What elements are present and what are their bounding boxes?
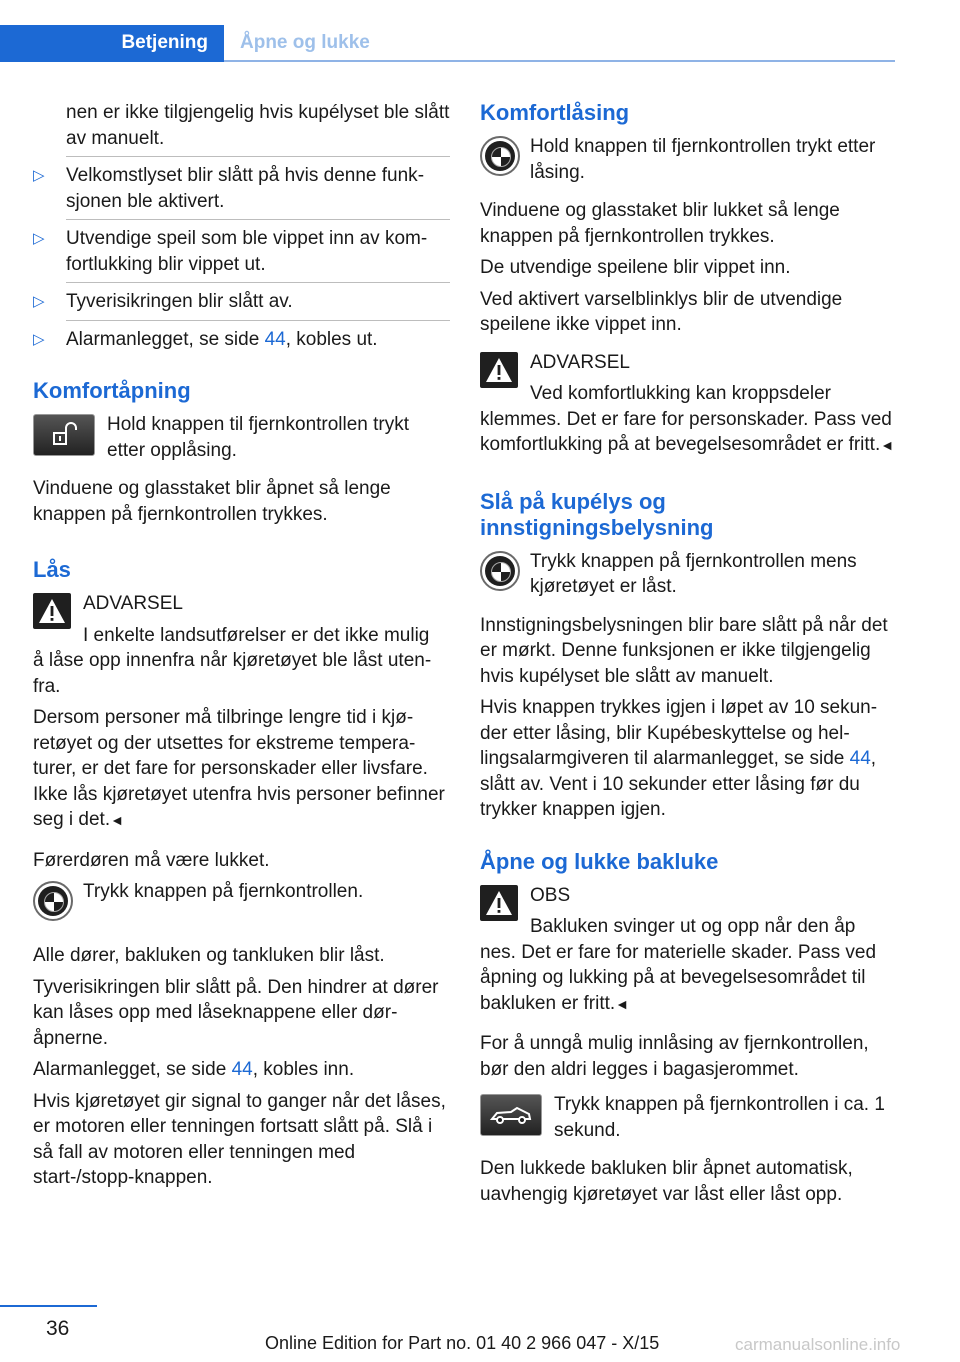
paragraph: Den lukkede bakluken blir åpnet automatisk, uavhengig kjøretøyet var låst eller låst opp.: [480, 1158, 853, 1205]
page-link[interactable]: 44: [231, 1059, 253, 1080]
tailgate-instruction: [480, 1092, 898, 1146]
warning-icon: [33, 593, 71, 629]
paragraph: Førerdøren må være lukket.: [33, 849, 270, 871]
caution-text: Bakluken svinger ut og opp når den åp: [530, 916, 856, 937]
divider: [66, 219, 450, 220]
paragraph: Vinduene og glasstaket blir åpnet så lenge knappen på fjernkontrollen trykkes.: [33, 478, 391, 525]
lock-hold-instruction: [480, 134, 898, 188]
page-number: 36: [46, 1317, 70, 1340]
warning-block: [33, 591, 450, 834]
warning-text: Ved komfortlukking kan kroppsdeler: [530, 383, 831, 404]
paragraph: For å unngå mulig innlåsing av fjernkontrollen, bør den aldri legges i bagasjerommet.: [480, 1033, 869, 1080]
bullet-continuation: [33, 100, 450, 151]
caution-text-cont: nes. Det er fare for materielle skader. Pass ved åpning og lukking på at bevegelsesområdet til bakluken er fritt.◄: [480, 941, 877, 1014]
left-column: [33, 100, 450, 1197]
interior-light-instruction-text: Trykk knappen på fjernkontrollen mens kjøretøyet er låst.: [530, 550, 857, 597]
end-mark: ◄: [615, 995, 630, 1012]
warning-text-cont: klemmes. Det er fare for personskader. Pass ved komfortlukking på at bevegelsesområdet er fritt.◄: [480, 408, 895, 455]
page-header: [0, 25, 895, 62]
unlock-instruction: [33, 412, 450, 466]
triangle-bullet-icon: ▷: [33, 293, 45, 310]
tailgate-button-icon: [480, 1094, 542, 1136]
divider: [66, 156, 450, 157]
heading-kupelys: Slå på kupélys og innstigningsbelysning: [480, 488, 714, 540]
paragraph: Vinduene og glasstaket blir lukket så lenge knappen på fjernkontrollen trykkes.: [480, 200, 840, 247]
end-mark: ◄: [110, 812, 124, 828]
paragraph: De utvendige speilene blir vippet inn.: [480, 257, 791, 278]
caution-label: OBS: [530, 884, 571, 906]
paragraph: Alarmanlegget, se side 44, kobles inn.: [33, 1059, 355, 1080]
interior-light-instruction: [480, 549, 898, 603]
lock-instruction-text: Trykk knappen på fjernkontrollen.: [83, 881, 364, 902]
paragraph: Hvis knappen trykkes igjen i løpet av 10 sekunder etter låsing, blir Kupébeskyttelse og hellingsalarmgiveren til alarmanlegget, se side 44, slått av. Vent i 10 sekunder etter låsing før du trykker knappen igjen.: [480, 697, 878, 820]
caution-block: [480, 883, 898, 1018]
triangle-bullet-icon: ▷: [33, 167, 45, 184]
warning-label: ADVARSEL: [83, 593, 183, 614]
bullet-item: [33, 327, 450, 353]
heading-komfortapning: Komfortåpning: [33, 378, 191, 403]
paragraph: Ved aktivert varselblinklys blir de utvendige speilene ikke vippet inn.: [480, 288, 843, 335]
right-column: [480, 100, 898, 1213]
warning-label: ADVARSEL: [530, 351, 630, 373]
page-link[interactable]: 44: [849, 748, 871, 769]
heading-bakluke: Åpne og lukke bakluke: [480, 848, 719, 874]
paragraph: Tyverisikringen blir slått på. Den hindrer at dører kan låses opp med låseknappene eller døråpnerne.: [33, 976, 439, 1049]
caution-icon: [480, 885, 518, 921]
unlock-button-icon: [33, 414, 95, 456]
bullet-text-pre: Alarmanlegget, se side: [66, 328, 265, 350]
edition-text: Online Edition for Part no. 01 40 2 966 047 - X/15: [265, 1333, 660, 1353]
page-link[interactable]: 44: [264, 328, 286, 350]
bmw-key-button-icon: [480, 136, 520, 176]
footer-rule: [0, 1305, 97, 1307]
warning-block: [480, 350, 898, 459]
lock-hold-instruction-text: Hold knappen til fjernkontrollen trykt etter låsing.: [530, 136, 876, 183]
unlock-instruction-text: Hold knappen til fjernkontrollen trykt etter opplåsing.: [107, 414, 410, 461]
bullet-text: Utvendige speil som ble vippet inn av komfortlukking blir vippet ut.: [66, 228, 428, 275]
bullet-item: [33, 226, 450, 277]
tailgate-instruction-text: Trykk knappen på fjernkontrollen i ca. 1 sekund.: [554, 1094, 885, 1141]
heading-komfortlasing: Komfortlåsing: [480, 100, 630, 125]
warning-text: I enkelte landsutførelser er det ikke mulig: [83, 624, 430, 646]
triangle-bullet-icon: ▷: [33, 330, 45, 348]
watermark: carmanualsonline.info: [735, 1335, 901, 1354]
paragraph: Innstigningsbelysningen blir bare slått på når det er mørkt. Denne funksjonen er ikke tilgjengelig hvis kupélyset ble slått av manuelt.: [480, 614, 888, 687]
heading-las: Lås: [33, 557, 71, 582]
bullet-item: [33, 289, 450, 315]
divider: [66, 282, 450, 283]
warning-icon: [480, 352, 518, 388]
lock-instruction: [33, 879, 450, 933]
triangle-bullet-icon: ▷: [33, 230, 45, 247]
paragraph: Hvis kjøretøyet gir signal to ganger når det låses, er motoren eller tenningen fortsatt slått på. Slå i så fall av motoren eller tenningen med start-/stopp-knappen.: [33, 1090, 446, 1188]
bullet-item: [33, 163, 450, 214]
end-mark: ◄: [880, 437, 895, 453]
bullet-text: nen er ikke tilgjengelig hvis kupélyset ble slått av manuelt.: [66, 102, 450, 149]
bullet-text: Velkomstlyset blir slått på hvis denne funksjonen ble aktivert.: [66, 165, 425, 212]
section-tab: Betjening: [0, 25, 224, 62]
bullet-text: Tyverisikringen blir slått av.: [66, 291, 293, 312]
bullet-text-post: , kobles ut.: [285, 328, 378, 350]
chapter-tab: Åpne og lukke: [240, 32, 370, 53]
bmw-key-button-icon: [33, 881, 73, 921]
paragraph: Alle dører, bakluken og tankluken blir låst.: [33, 945, 385, 966]
warning-text-2: Dersom personer må tilbringe lengre tid i kjøretøyet og der utsettes for ekstreme temperaturer, er det fare for personskader eller livsfare. Ikke lås kjøretøyet utenfra hvis personer befinner seg i det.◄: [33, 707, 445, 830]
warning-text-cont: å låse opp innenfra når kjøretøyet ble låst utenfra.: [33, 650, 432, 697]
header-rule: [224, 60, 895, 62]
bmw-key-button-icon: [480, 551, 520, 591]
divider: [66, 320, 450, 321]
